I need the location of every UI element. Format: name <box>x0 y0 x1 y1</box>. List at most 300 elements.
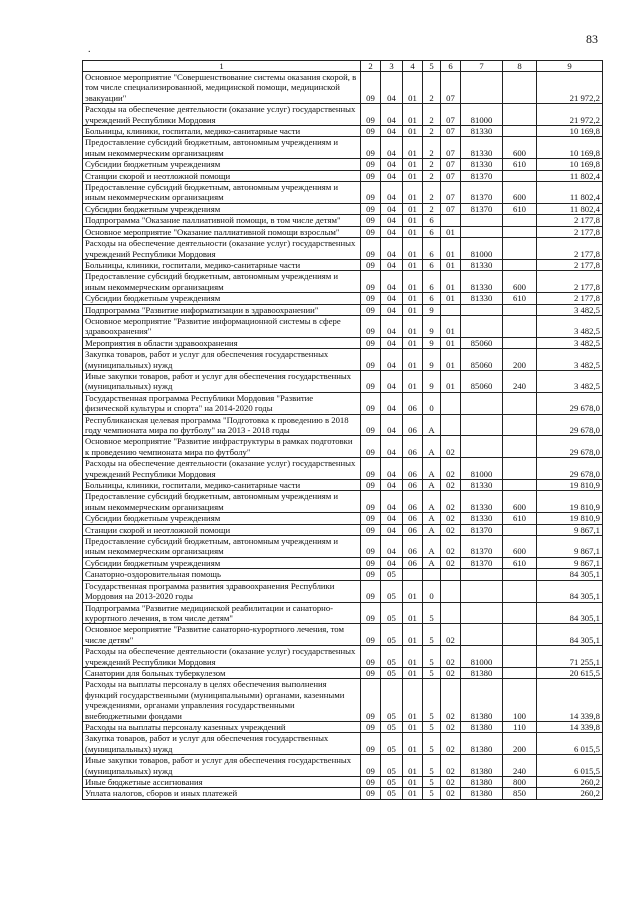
code-expense-type <box>503 667 537 678</box>
code-target: 81330 <box>461 159 503 170</box>
code-expense-type: 850 <box>503 788 537 799</box>
code-ministry: 09 <box>361 524 381 535</box>
code-section: 05 <box>381 733 403 755</box>
row-amount: 29 678,0 <box>537 458 603 480</box>
code-subsection: 01 <box>403 721 423 732</box>
code-target: 81380 <box>461 733 503 755</box>
code-section: 04 <box>381 513 403 524</box>
code-target <box>461 414 503 436</box>
row-amount: 3 482,5 <box>537 304 603 315</box>
row-amount: 11 802,4 <box>537 203 603 214</box>
row-name: Подпрограмма "Развитие медицинской реабилитации и санаторно-курортного лечения, в том числе детям" <box>83 602 361 624</box>
row-amount: 2 177,8 <box>537 293 603 304</box>
row-amount: 3 482,5 <box>537 370 603 392</box>
row-name: Мероприятия в области здравоохранения <box>83 337 361 348</box>
code-program: А <box>423 557 441 568</box>
code-target: 81380 <box>461 777 503 788</box>
row-amount: 29 678,0 <box>537 414 603 436</box>
code-ministry: 09 <box>361 182 381 204</box>
code-ministry: 09 <box>361 414 381 436</box>
code-expense-type <box>503 569 537 580</box>
code-program: 5 <box>423 667 441 678</box>
code-subprogram: 01 <box>441 315 461 337</box>
code-expense-type: 610 <box>503 513 537 524</box>
table-row <box>83 349 603 371</box>
code-subsection: 06 <box>403 524 423 535</box>
code-target <box>461 72 503 104</box>
code-program: 2 <box>423 159 441 170</box>
code-expense-type: 600 <box>503 137 537 159</box>
code-program: 5 <box>423 679 441 722</box>
row-name: Станции скорой и неотложной помощи <box>83 170 361 181</box>
code-subprogram: 07 <box>441 203 461 214</box>
row-amount: 9 867,1 <box>537 536 603 558</box>
code-target <box>461 569 503 580</box>
code-ministry: 09 <box>361 602 381 624</box>
code-section: 04 <box>381 524 403 535</box>
code-program: 0 <box>423 580 441 602</box>
code-ministry: 09 <box>361 370 381 392</box>
code-expense-type <box>503 458 537 480</box>
code-ministry: 09 <box>361 491 381 513</box>
table-row <box>83 159 603 170</box>
code-section: 05 <box>381 777 403 788</box>
row-amount: 9 867,1 <box>537 557 603 568</box>
row-name: Расходы на выплаты персоналу в целях обеспечения выполнения функций государственными (муниципальными) органами, казенными учреждениями, органами управления государственными внебюджетными фондами <box>83 679 361 722</box>
code-subprogram: 02 <box>441 646 461 668</box>
row-name: Государственная программа Республики Мордовия "Развитие физической культуры и спорта" на 2014-2020 годы <box>83 392 361 414</box>
code-ministry: 09 <box>361 238 381 260</box>
row-amount: 84 305,1 <box>537 569 603 580</box>
table-row <box>83 271 603 293</box>
code-subprogram: 01 <box>441 271 461 293</box>
code-program: 6 <box>423 238 441 260</box>
code-target: 81380 <box>461 667 503 678</box>
row-amount: 21 972,2 <box>537 72 603 104</box>
code-target: 81380 <box>461 679 503 722</box>
code-subsection: 01 <box>403 226 423 237</box>
code-section: 04 <box>381 137 403 159</box>
row-amount: 260,2 <box>537 777 603 788</box>
code-section: 04 <box>381 370 403 392</box>
code-target: 81370 <box>461 557 503 568</box>
code-ministry: 09 <box>361 536 381 558</box>
code-program: 9 <box>423 315 441 337</box>
row-amount: 2 177,8 <box>537 215 603 226</box>
code-expense-type <box>503 580 537 602</box>
code-program: 6 <box>423 259 441 270</box>
code-expense-type <box>503 215 537 226</box>
code-subsection: 01 <box>403 271 423 293</box>
code-ministry: 09 <box>361 304 381 315</box>
code-subsection <box>403 569 423 580</box>
code-program: 9 <box>423 370 441 392</box>
code-program: А <box>423 436 441 458</box>
row-amount: 29 678,0 <box>537 436 603 458</box>
code-section: 05 <box>381 646 403 668</box>
code-section: 04 <box>381 182 403 204</box>
code-ministry: 09 <box>361 215 381 226</box>
code-expense-type <box>503 238 537 260</box>
table-row <box>83 436 603 458</box>
header-cell: 8 <box>503 61 537 72</box>
code-expense-type: 600 <box>503 536 537 558</box>
code-subprogram: 02 <box>441 721 461 732</box>
code-subprogram: 01 <box>441 337 461 348</box>
code-subsection: 06 <box>403 458 423 480</box>
code-program: 2 <box>423 126 441 137</box>
code-expense-type <box>503 392 537 414</box>
code-program: А <box>423 458 441 480</box>
code-section: 04 <box>381 557 403 568</box>
code-subsection: 01 <box>403 788 423 799</box>
code-subprogram <box>441 215 461 226</box>
code-target <box>461 215 503 226</box>
code-subprogram: 02 <box>441 788 461 799</box>
code-subprogram: 07 <box>441 137 461 159</box>
code-expense-type: 610 <box>503 557 537 568</box>
table-row <box>83 104 603 126</box>
code-ministry: 09 <box>361 480 381 491</box>
code-section: 04 <box>381 491 403 513</box>
code-ministry: 09 <box>361 667 381 678</box>
row-name: Санатории для больных туберкулезом <box>83 667 361 678</box>
row-name: Уплата налогов, сборов и иных платежей <box>83 788 361 799</box>
code-program: 5 <box>423 646 441 668</box>
code-ministry: 09 <box>361 170 381 181</box>
code-target: 81380 <box>461 755 503 777</box>
table-row <box>83 238 603 260</box>
row-amount: 10 169,8 <box>537 159 603 170</box>
code-subsection: 01 <box>403 182 423 204</box>
table-row <box>83 569 603 580</box>
table-row <box>83 170 603 181</box>
code-subsection: 01 <box>403 159 423 170</box>
code-section: 04 <box>381 271 403 293</box>
row-name: Расходы на обеспечение деятельности (оказание услуг) государственных учреждений Республики Мордовия <box>83 646 361 668</box>
code-subsection: 06 <box>403 536 423 558</box>
code-subsection: 01 <box>403 315 423 337</box>
header-cell: 4 <box>403 61 423 72</box>
table-row <box>83 557 603 568</box>
code-section: 04 <box>381 259 403 270</box>
code-subsection: 01 <box>403 337 423 348</box>
code-subprogram: 02 <box>441 733 461 755</box>
code-program: 2 <box>423 203 441 214</box>
code-target: 81000 <box>461 104 503 126</box>
table-row <box>83 788 603 799</box>
code-subsection: 01 <box>403 293 423 304</box>
code-program: 6 <box>423 271 441 293</box>
code-ministry: 09 <box>361 137 381 159</box>
code-subsection: 01 <box>403 624 423 646</box>
code-subprogram: 02 <box>441 491 461 513</box>
code-subprogram: 02 <box>441 679 461 722</box>
code-section: 04 <box>381 226 403 237</box>
code-program: 6 <box>423 226 441 237</box>
page-number: 83 <box>586 32 598 46</box>
table-row <box>83 755 603 777</box>
code-ministry: 09 <box>361 755 381 777</box>
code-ministry: 09 <box>361 104 381 126</box>
code-ministry: 09 <box>361 788 381 799</box>
code-expense-type <box>503 126 537 137</box>
code-target <box>461 602 503 624</box>
code-expense-type: 240 <box>503 755 537 777</box>
row-amount: 19 810,9 <box>537 513 603 524</box>
row-name: Субсидии бюджетным учреждениям <box>83 557 361 568</box>
table-row <box>83 580 603 602</box>
code-target: 81370 <box>461 170 503 181</box>
table-row <box>83 777 603 788</box>
row-name: Основное мероприятие "Совершенствование системы оказания скорой, в том числе специализированной, медицинской помощи, медицинской эвакуации" <box>83 72 361 104</box>
code-program: 2 <box>423 137 441 159</box>
code-target: 81330 <box>461 137 503 159</box>
code-program: 6 <box>423 215 441 226</box>
code-subsection: 01 <box>403 259 423 270</box>
code-section: 04 <box>381 238 403 260</box>
code-subsection: 01 <box>403 72 423 104</box>
code-expense-type <box>503 480 537 491</box>
code-subprogram: 01 <box>441 226 461 237</box>
code-ministry: 09 <box>361 733 381 755</box>
row-name: Предоставление субсидий бюджетным, автономным учреждениям и иным некоммерческим организациям <box>83 491 361 513</box>
header-cell: 6 <box>441 61 461 72</box>
code-subsection: 01 <box>403 777 423 788</box>
row-name: Закупка товаров, работ и услуг для обеспечения государственных (муниципальных) нужд <box>83 349 361 371</box>
code-subsection: 06 <box>403 513 423 524</box>
row-name: Субсидии бюджетным учреждениям <box>83 159 361 170</box>
code-ministry: 09 <box>361 315 381 337</box>
code-expense-type <box>503 304 537 315</box>
code-ministry: 09 <box>361 259 381 270</box>
code-program: 9 <box>423 349 441 371</box>
row-amount: 84 305,1 <box>537 602 603 624</box>
code-section: 04 <box>381 170 403 181</box>
code-subprogram: 02 <box>441 480 461 491</box>
row-name: Субсидии бюджетным учреждениям <box>83 203 361 214</box>
row-amount: 3 482,5 <box>537 349 603 371</box>
code-subprogram: 01 <box>441 238 461 260</box>
code-subprogram <box>441 304 461 315</box>
row-name: Основное мероприятие "Развитие информационной системы в сфере здравоохранения" <box>83 315 361 337</box>
code-ministry: 09 <box>361 679 381 722</box>
code-section: 04 <box>381 349 403 371</box>
code-program: 6 <box>423 293 441 304</box>
row-name: Расходы на обеспечение деятельности (оказание услуг) государственных учреждений Республики Мордовия <box>83 104 361 126</box>
code-subsection: 01 <box>403 733 423 755</box>
code-target: 85060 <box>461 370 503 392</box>
code-expense-type: 800 <box>503 777 537 788</box>
code-expense-type: 110 <box>503 721 537 732</box>
code-expense-type <box>503 624 537 646</box>
code-section: 04 <box>381 126 403 137</box>
row-amount: 6 015,5 <box>537 755 603 777</box>
code-expense-type <box>503 259 537 270</box>
code-target <box>461 436 503 458</box>
code-subsection: 01 <box>403 602 423 624</box>
code-program: 2 <box>423 104 441 126</box>
code-ministry: 09 <box>361 580 381 602</box>
code-subsection: 06 <box>403 392 423 414</box>
code-subprogram <box>441 580 461 602</box>
row-name: Расходы на обеспечение деятельности (оказание услуг) государственных учреждений Республики Мордовия <box>83 458 361 480</box>
row-amount: 84 305,1 <box>537 624 603 646</box>
row-amount: 10 169,8 <box>537 137 603 159</box>
code-subprogram: 02 <box>441 667 461 678</box>
code-program: 5 <box>423 755 441 777</box>
code-subsection: 01 <box>403 137 423 159</box>
code-program: 5 <box>423 624 441 646</box>
code-target: 81370 <box>461 524 503 535</box>
row-name: Субсидии бюджетным учреждениям <box>83 513 361 524</box>
row-amount: 29 678,0 <box>537 392 603 414</box>
code-subsection: 01 <box>403 679 423 722</box>
row-name: Субсидии бюджетным учреждениям <box>83 293 361 304</box>
table-row <box>83 414 603 436</box>
code-subsection: 06 <box>403 414 423 436</box>
code-subprogram: 02 <box>441 524 461 535</box>
row-amount: 19 810,9 <box>537 480 603 491</box>
code-expense-type <box>503 524 537 535</box>
code-program: 5 <box>423 721 441 732</box>
code-subsection: 01 <box>403 370 423 392</box>
table-row <box>83 536 603 558</box>
table-row <box>83 337 603 348</box>
code-target: 81330 <box>461 491 503 513</box>
code-program: 5 <box>423 602 441 624</box>
code-program: А <box>423 513 441 524</box>
row-amount: 2 177,8 <box>537 238 603 260</box>
code-target <box>461 580 503 602</box>
code-section: 05 <box>381 602 403 624</box>
code-program: 2 <box>423 170 441 181</box>
code-subsection: 06 <box>403 480 423 491</box>
code-program: 9 <box>423 337 441 348</box>
code-subprogram: 02 <box>441 458 461 480</box>
code-ministry: 09 <box>361 203 381 214</box>
code-subprogram: 02 <box>441 755 461 777</box>
code-subsection: 01 <box>403 126 423 137</box>
row-name: Предоставление субсидий бюджетным, автономным учреждениям и иным некоммерческим организациям <box>83 271 361 293</box>
code-section: 04 <box>381 480 403 491</box>
code-subprogram: 02 <box>441 536 461 558</box>
code-expense-type <box>503 414 537 436</box>
table-row <box>83 203 603 214</box>
code-ministry: 09 <box>361 392 381 414</box>
table-row <box>83 513 603 524</box>
row-name: Больницы, клиники, госпитали, медико-санитарные части <box>83 126 361 137</box>
code-subsection: 01 <box>403 349 423 371</box>
header-row <box>83 61 603 72</box>
row-name: Подпрограмма "Развитие информатизации в здравоохранении" <box>83 304 361 315</box>
code-subprogram: 02 <box>441 436 461 458</box>
code-subsection: 06 <box>403 491 423 513</box>
code-subprogram <box>441 414 461 436</box>
code-expense-type: 100 <box>503 679 537 722</box>
row-amount: 9 867,1 <box>537 524 603 535</box>
code-subsection: 01 <box>403 646 423 668</box>
row-name: Основное мероприятие "Развитие санаторно-курортного лечения, том числе детям" <box>83 624 361 646</box>
code-program: 9 <box>423 304 441 315</box>
table-row <box>83 602 603 624</box>
row-name: Расходы на обеспечение деятельности (оказание услуг) государственных учреждений Республики Мордовия <box>83 238 361 260</box>
table-row <box>83 215 603 226</box>
row-amount: 19 810,9 <box>537 491 603 513</box>
code-subsection: 01 <box>403 203 423 214</box>
code-ministry: 09 <box>361 646 381 668</box>
code-subsection: 01 <box>403 238 423 260</box>
code-expense-type <box>503 315 537 337</box>
code-subprogram: 02 <box>441 777 461 788</box>
code-expense-type: 600 <box>503 271 537 293</box>
row-amount: 6 015,5 <box>537 733 603 755</box>
row-name: Закупка товаров, работ и услуг для обеспечения государственных (муниципальных) нужд <box>83 733 361 755</box>
code-subsection: 06 <box>403 436 423 458</box>
code-section: 05 <box>381 624 403 646</box>
code-subsection: 01 <box>403 170 423 181</box>
table-body <box>83 72 603 800</box>
code-subprogram <box>441 569 461 580</box>
code-target: 81330 <box>461 126 503 137</box>
code-target: 81370 <box>461 182 503 204</box>
code-subsection: 01 <box>403 580 423 602</box>
code-program: 5 <box>423 777 441 788</box>
table-row <box>83 315 603 337</box>
code-target: 81330 <box>461 480 503 491</box>
table-row <box>83 480 603 491</box>
code-expense-type <box>503 436 537 458</box>
row-amount: 3 482,5 <box>537 337 603 348</box>
code-subprogram: 07 <box>441 72 461 104</box>
table-row <box>83 259 603 270</box>
code-expense-type: 610 <box>503 203 537 214</box>
code-expense-type <box>503 602 537 624</box>
code-section: 04 <box>381 392 403 414</box>
code-target <box>461 624 503 646</box>
row-name: Больницы, клиники, госпитали, медико-санитарные части <box>83 259 361 270</box>
code-expense-type <box>503 337 537 348</box>
code-section: 04 <box>381 293 403 304</box>
code-section: 05 <box>381 569 403 580</box>
row-name: Станции скорой и неотложной помощи <box>83 524 361 535</box>
code-program: 2 <box>423 182 441 204</box>
code-subprogram: 01 <box>441 349 461 371</box>
row-amount: 3 482,5 <box>537 315 603 337</box>
code-expense-type: 240 <box>503 370 537 392</box>
row-name: Иные закупки товаров, работ и услуг для обеспечения государственных (муниципальных) нужд <box>83 370 361 392</box>
row-amount: 14 339,8 <box>537 721 603 732</box>
table-row <box>83 491 603 513</box>
row-name: Основное мероприятие "Оказание паллиативной помощи взрослым" <box>83 226 361 237</box>
code-subprogram: 07 <box>441 126 461 137</box>
code-section: 04 <box>381 315 403 337</box>
code-ministry: 09 <box>361 436 381 458</box>
table-row <box>83 667 603 678</box>
code-expense-type <box>503 72 537 104</box>
code-ministry: 09 <box>361 72 381 104</box>
row-name: Больницы, клиники, госпитали, медико-санитарные части <box>83 480 361 491</box>
code-subsection: 01 <box>403 104 423 126</box>
code-target: 81330 <box>461 259 503 270</box>
row-amount: 20 615,5 <box>537 667 603 678</box>
code-section: 04 <box>381 458 403 480</box>
table-row <box>83 679 603 722</box>
table-header <box>83 61 603 72</box>
code-section: 05 <box>381 679 403 722</box>
budget-table <box>82 60 603 800</box>
row-name: Предоставление субсидий бюджетным, автономным учреждениям и иным некоммерческим организациям <box>83 137 361 159</box>
